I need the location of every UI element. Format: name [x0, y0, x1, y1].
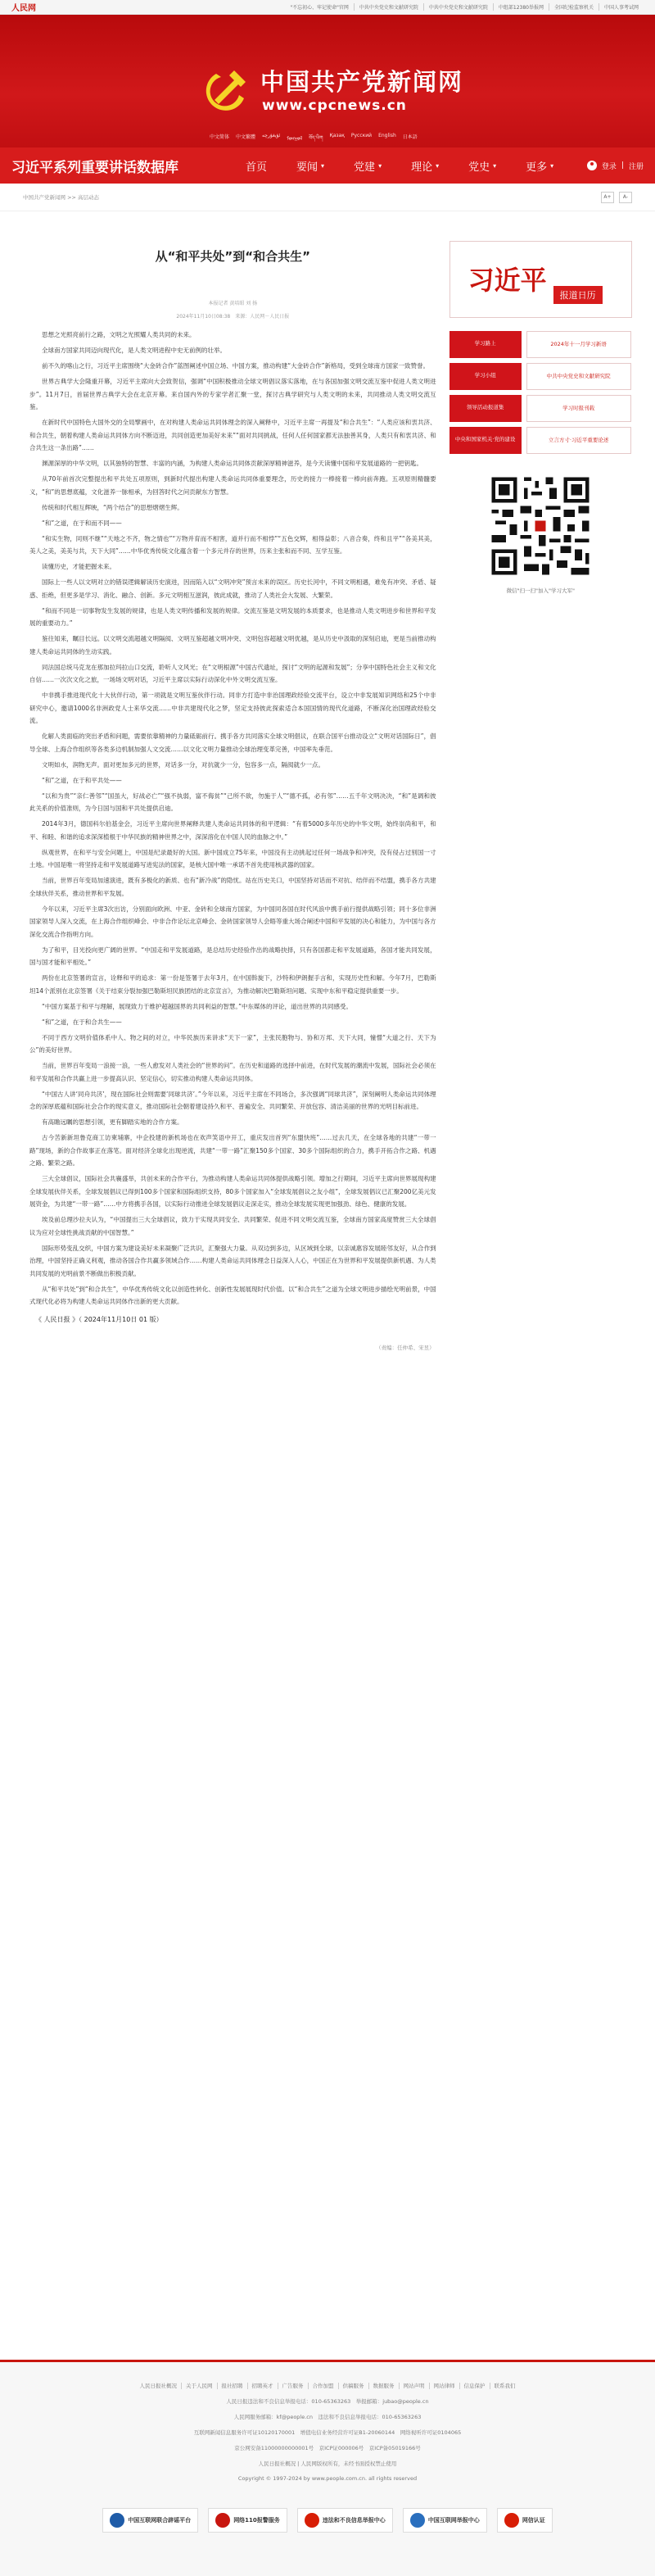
- sidebar: [449, 241, 632, 1351]
- language-links: [210, 133, 418, 147]
- party-emblem-icon: [203, 62, 252, 111]
- footer-line: Copyright © 1997-2024 by www.people.com.cn. all rights reserved: [237, 2475, 418, 2482]
- article-paragraph: 渊源深厚的中华文明，以其独特的智慧、丰富的内涵，为构建人类命运共同体贡献深厚精神滋养，是今天读懂中国和平发展道路的一把钥匙。: [42, 460, 422, 467]
- sidebar-link[interactable]: 学习时报刊载: [526, 395, 631, 422]
- font-size-tools: [601, 192, 632, 203]
- footer-links: [0, 2382, 655, 2389]
- top-link[interactable]: 中共中央党史和文献研究院: [354, 3, 423, 11]
- footer-link[interactable]: 供稿服务: [338, 2383, 368, 2389]
- article-paragraph: 读懂历史，才能把握未来。: [42, 563, 115, 570]
- database-brand[interactable]: 习近平系列重要讲话数据库: [11, 159, 178, 176]
- badge-logo-icon: [215, 2513, 230, 2528]
- footer-link[interactable]: 信息保护: [459, 2383, 490, 2389]
- article-paragraph: 纵观世界，在和平与安全问题上，中国是纪录最好的大国。新中国成立75年来，中国没有主动挑起过任何一场战争和冲突，没有侵占过别国一寸土地。中国是唯一将坚持走和平发展道路写进宪法的国家，是核大国中唯一承诺不首先使用核武器的国家。: [29, 848, 436, 868]
- lang-link[interactable]: བོད་ཡིག: [309, 135, 323, 141]
- report-calendar-tag: 报道日历: [553, 286, 603, 304]
- qr-caption: 微信"扫一扫"加入"学习大军": [506, 587, 576, 594]
- article-paragraph: “中国古人讲‘同舟共济’，现在国际社会则需要‘同球共济’。”今年以来，习近平主席在不同场合，多次强调“同球共济”，深刻阐明人类命运共同体理念的深厚底蕴和国际社会合作的现实意义，推动国际社会朝着建设持久和平、普遍安全、共同繁荣、开放包容、清洁美丽的世界的光明目标前进。: [29, 1090, 436, 1110]
- footer-line: 京公网安备11000000000001号 京ICP证000006号 京ICP备05019166号: [234, 2445, 421, 2451]
- badge-label: 网信认证: [522, 2517, 545, 2524]
- lang-link[interactable]: 中文繁體: [236, 134, 256, 140]
- footer-link[interactable]: 报社招聘: [217, 2383, 247, 2389]
- site-title: 中国共产党新闻网: [260, 68, 464, 96]
- content-layout: [0, 211, 655, 1351]
- nav-item-theory[interactable]: [396, 147, 454, 184]
- lang-link[interactable]: 日本語: [402, 134, 418, 140]
- footer-badge[interactable]: [208, 2508, 287, 2533]
- article-paragraph: “和”之道，在于和合共生——: [42, 1018, 122, 1026]
- article-paragraph: 为了和平，目光投向更广阔的世界。“中国走和平发展道路，是总结历史经验作出的战略抉择，只有各国都走和平发展道路，各国才能共同发展，国与国才能和平相处。”: [29, 946, 436, 966]
- top-link[interactable]: 全国纪检监察机关: [549, 3, 599, 11]
- top-link[interactable]: 中共中央党史和文献研究院: [423, 3, 493, 11]
- sidebar-link[interactable]: 学习路上: [449, 331, 522, 358]
- breadcrumb-row: [0, 184, 655, 211]
- footer-badge[interactable]: [497, 2508, 553, 2533]
- footer-link[interactable]: 关于人民网: [181, 2383, 217, 2389]
- footer-line: 互联网新闻信息服务许可证10120170001 增值电信业务经营许可证B1-20060144 网络视听许可证0104065: [193, 2429, 462, 2436]
- footer-badge[interactable]: [403, 2508, 487, 2533]
- article-paragraph: 中非携手推进现代化十大伙伴行动，第一项就是文明互鉴伙伴行动。同非方打造中非治国理政经验交流平台，设立中非发展知识网络和25个中非研究中心，邀请1000名非洲政党人士来华交流……中非共建现代化之梦，坚定支持彼此探索适合本国国情的现代化道路，不断深化治国理政经验交流。: [29, 692, 436, 724]
- article-paragraph: 传统和时代相互辉映，“两个结合”的思想熠熠生辉。: [42, 503, 183, 511]
- article-paragraph: “中国方案基于和平与理解，展现致力于维护超越国界的共同利益的智慧。”中东媒体的评论，道出世界的共同感受。: [42, 1002, 353, 1010]
- article-paragraph: 世界古典学大会隆重开幕，习近平主席向大会致贺信，强调“中国积极推动全球文明倡议落实落地，在与各国加强文明交流互鉴中促进人类文明进步”。11月7日，首届世界古典学大会在北京开幕。来自国内外的专家学者汇聚一堂，探讨古典学研究与人类文明的未来，共同推动人类文明交流互鉴。: [29, 378, 436, 410]
- lang-link[interactable]: ᠮᠣᠩᠭᠣᠯ: [287, 136, 303, 142]
- lang-link[interactable]: 中文简体: [210, 134, 230, 140]
- article-paragraph: 不同于西方文明价值体系中人、物之间的对立，中华民族历来讲求“天下一家”，主张民胞物与、协和万邦、天下大同，憧憬“大道之行、天下为公”的美好世界。: [29, 1033, 436, 1054]
- lang-link[interactable]: English: [378, 133, 396, 138]
- nav-label: 更多: [526, 161, 548, 174]
- nav-item-home[interactable]: [231, 147, 282, 184]
- sidebar-link[interactable]: 领导活动报道集: [449, 395, 522, 422]
- badge-logo-icon: [410, 2513, 425, 2528]
- top-link[interactable]: 中国人事考试网: [599, 3, 644, 11]
- font-increase-button[interactable]: A+: [601, 192, 614, 203]
- badge-label: 违法和不良信息举报中心: [322, 2517, 386, 2524]
- footer: [0, 2360, 655, 2576]
- article-title: 从“和平共处”到“和合共生”: [155, 249, 311, 264]
- article-paragraph: “和”之道，在于和而不同——: [42, 519, 122, 527]
- main-nav: [0, 147, 655, 184]
- article-paragraph: 文明如水，润物无声。面对更加多元的世界，对话多一分，对抗就少一分，包容多一点，隔阂就少一点。: [42, 760, 324, 769]
- account-links: [587, 147, 644, 184]
- article-byline: 本报记者 黄培昭 刘 扬: [208, 301, 258, 306]
- article-paragraph: “和”之道，在于和平共处——: [42, 776, 122, 784]
- article-paragraph: 全球南方国家共同迈向现代化，是人类文明进程中史无前例的壮举。: [42, 347, 226, 354]
- article-paragraph: 古今苦新新坦鲁克商工访柬埔寨，中企投建的新机场也在欢声笑语中开工，重庆发出首列“东盟快班”……过去几天，在全球各地的共建“一带一路”现场，新的合作故事正在落笔。面对经济全球化出现逆流，共建“一带一路”汇聚150多个国家、30多个国际组织的合力，携手开拓合作之路、机遇之路、繁荣之路。: [29, 1134, 436, 1167]
- footer-link[interactable]: 合作加盟: [308, 2383, 338, 2389]
- chevron-down-icon: ▾: [378, 161, 382, 170]
- footer-link[interactable]: 招聘英才: [247, 2383, 278, 2389]
- article-paragraph: 在新时代中国特色大国外交的全局擘画中，在对构建人类命运共同体理念的深入阐释中，习近平主席一再提及“和合共生”：“人类应该和衷共济、和合共生，朝着构建人类命运共同体方向不断迈进，共同创造更加美好未来”“面对共同挑战，任何人任何国家都无法独善其身，人类只有和衷共济、和合共生这一条出路”……: [29, 419, 436, 451]
- lang-link[interactable]: Қазақ: [329, 133, 345, 138]
- site-banner: [0, 15, 655, 147]
- sidebar-link[interactable]: 学习小组: [449, 363, 522, 390]
- article-paragraph: 同法国总统马克龙在那加拉玛拉山口交流，聆听人文风光；在“文明根源”中国古代遗址，探讨“文明的起源和发展”；分享中国特色社会主义和文化自信……一次次文化之旅，一场场文明对话，习近平主席以实际行动深化中外文明交流互鉴。: [29, 663, 436, 683]
- footer-link[interactable]: 网站律师: [429, 2383, 459, 2389]
- article-paragraph: 国际上一些人以文明对立的错误逻辑解读历史演进，因而陷入以“文明冲突”预言未来的误区。历史长河中，不同文明相遇，难免有冲突、矛盾、疑惑、拒绝，但更多是学习、消化、融合、创新。多元文明相互滋润，彼此成就，推动了人类社会大发展、大繁荣。: [29, 578, 436, 599]
- nav-label: 党史: [468, 161, 490, 174]
- divider: |: [621, 161, 624, 170]
- article-paragraph: 有高瞻远瞩的思想引领，更有脚踏实地的合作方案。: [42, 1118, 183, 1126]
- top-link[interactable]: "不忘初心、牢记使命"官网: [290, 5, 349, 11]
- nav-menu: [231, 147, 568, 184]
- chevron-down-icon: ▾: [321, 161, 325, 170]
- footer-link[interactable]: 联系我们: [490, 2383, 520, 2389]
- nav-item-party[interactable]: [339, 147, 396, 184]
- footer-link[interactable]: 人民日报社概况: [139, 2383, 177, 2389]
- nav-label: 要闻: [296, 161, 318, 174]
- article-paragraph: 鉴往知来，瞩目长远。以文明交流超越文明隔阂、文明互鉴超越文明冲突、文明包容超越文明优越，是从历史中汲取的深刻启迪，更是当前推动构建人类命运共同体的生动实践。: [29, 635, 436, 655]
- calligraphy-title: 习近平: [468, 265, 547, 296]
- qr-section: [449, 474, 632, 594]
- footer-link[interactable]: 网站声明: [399, 2383, 429, 2389]
- wechat-qr-code-icon: [488, 474, 593, 578]
- chevron-down-icon: ▾: [550, 161, 554, 170]
- login-link[interactable]: 登录: [601, 162, 617, 171]
- article-paragraph: 从70年前首次完整提出和平共处五项原则，到新时代提出构建人类命运共同体重要理念，历史的接力一棒接着一棒向前奔跑。五项原则精髓要义，“和”的思想底蕴，文化滋养一脉相承，为回答时代之问贡献东方智慧。: [29, 475, 436, 496]
- sidebar-link[interactable]: 中共中央党史和文献研究院: [526, 363, 631, 390]
- article-paragraph: 从“和平共处”到“和合共生”，中华优秀传统文化以创造性转化、创新性发展展现时代价值。以“和合共生”之道为全球文明进步描绘光明前景，中国式现代化必将为构建人类命运共同体作出新的更大贡献。: [29, 1285, 436, 1305]
- article-paragraph: 当前，世界百年变局加速演进，既有多极化的新质、也有“新冷战”的隐忧。站在历史关口，中国坚持对话而不对抗、结伴而不结盟，携手各方共建全球伙伴关系，推动世界和平发展。: [29, 877, 436, 897]
- article-paragraph: 前不久的喀山之行，习近平主席围绕“大金砖合作”蓝图阐述中国立场、中国方案，推动构建“大金砖合作”新格局，受到全球南方国家一致赞誉。: [42, 362, 430, 370]
- footer-badge[interactable]: [102, 2508, 198, 2533]
- badge-label: 中国互联网联合辟谣平台: [128, 2517, 192, 2524]
- sidebar-link[interactable]: 立言方寸·习近平重要论述: [526, 427, 631, 454]
- nav-item-more[interactable]: [511, 147, 568, 184]
- footer-badges: [0, 2508, 655, 2533]
- article-paragraph: 今年以来，习近平主席3次出访，分别面向欧洲、中亚、金砖和全球南方国家，为中国同各国在时代风浪中携手前行提供战略引领；同十多位非洲国家领导人深入交流，在上海合作组织峰会、中非合作论坛北京峰会、金砖国家领导人会晤等重大场合阐述中国和平发展的决心和能力，为中国与各方深化交流合作指明方向。: [29, 905, 436, 938]
- article-paragraph: 当前，世界百年变局一浪接一浪，一些人愈发对人类社会的“世界的问”。在历史和道路的选择中前进，在时代发展的潮流中发展，国际社会必须在和平发展和合作共赢上进一步提高认识、坚定信心，切实推动构建人类命运共同体。: [29, 1062, 436, 1082]
- nav-label: 党建: [354, 161, 376, 174]
- badge-logo-icon: [504, 2513, 519, 2528]
- top-utility-bar: [0, 0, 655, 15]
- top-links: [285, 3, 644, 11]
- article-body: [23, 329, 443, 1308]
- nav-item-history[interactable]: [454, 147, 511, 184]
- footer-badge[interactable]: [297, 2508, 393, 2533]
- article-editor: （责编：任仲希、宋昱）: [376, 1344, 435, 1351]
- article-paragraph: “以和为贵”“亲仁善邻”“国虽大，好战必亡”“强不执弱，富不侮贫”“己所不欲，勿施于人”“德不孤，必有邻”……五千年文明决决，“和”是调和彼此关系的价值准则，为今日国与国和平共处提供启迪。: [29, 791, 436, 812]
- footer-line: 人民日报违法和不良信息举报电话：010-65363263 举报邮箱：jubao@people.cn: [226, 2398, 429, 2405]
- footer-lines: [0, 2397, 655, 2482]
- breadcrumb[interactable]: 中国共产党新闻网 >> 高层动态: [23, 194, 100, 201]
- badge-label: 网络110报警服务: [233, 2517, 280, 2524]
- nav-label: 首页: [246, 161, 268, 174]
- register-link[interactable]: 注册: [628, 162, 644, 171]
- article-paragraph: 2014年3月，德国科尔伯基金会，习近平主席向世界阐释共建人类命运共同体的和平逻辑：“有着5000多年历史的中华文明，始终崇尚和平，和平、和睦、和谐的追求深深植根于中华民族的精神世界之中，深深溶化在中国人民的血脉之中。”: [29, 820, 436, 841]
- article-paragraph: 两份在北京签署的宣言，诠释和平的追求：第一份是签署于去年3月，在中国斡旋下，沙特和伊朗握手言和，实现历史性和解。今年7月，巴勒斯坦14个派别在北京签署《关于结束分裂加强巴勒斯坦民族团结的北京宣言》，为推动解决巴勒斯坦问题、实现中东和平稳定提供重要一步。: [29, 974, 436, 995]
- lang-link[interactable]: ئۇيغۇرچە: [262, 133, 281, 138]
- nav-label: 理论: [411, 161, 433, 174]
- top-link[interactable]: 中组部12380举报网: [493, 3, 549, 11]
- footer-link[interactable]: 数据服务: [368, 2383, 399, 2389]
- article-source: 《 人民日报 》（ 2024年11月10日 01 版）: [35, 1315, 163, 1323]
- badge-logo-icon: [305, 2513, 319, 2528]
- site-url: www.cpcnews.cn: [262, 98, 407, 114]
- article-paragraph: 思想之光照亮前行之路，文明之光照耀人类共同的未来。: [42, 331, 196, 338]
- article-paragraph: “和实生物，同则不继”“天地之不齐，物之情也”“万物并育而不相害，道并行而不相悖”“五色交辉，相得益彰；八音合奏，终和且平”“各美其美，美人之美，美美与共，天下大同”……中华优秀传统文化蕴含着一个多元并存的世界，历来主张和而不同、互学互鉴。: [29, 534, 436, 555]
- footer-link[interactable]: 广告服务: [278, 2383, 308, 2389]
- badge-logo-icon: [110, 2513, 124, 2528]
- chevron-down-icon: ▾: [493, 161, 497, 170]
- article-meta: 2024年11月10日08:38 来源：人民网－人民日报: [176, 314, 290, 320]
- article-paragraph: 三大全球倡议，国际社会共襄盛举，共创未来的合作平台，为推动构建人类命运共同体提供战略引领。增加之行期间，习近平主席向世界展现构建全球发展伙伴关系，全球发展倡议已得到100多个国家和国际组织支持，80多个国家加入“全球发展倡议之友小组”，全球发展倡议已汇聚200亿美元发展资金，为共建“一带一路”……中方将携手各国，以实际行动推进全球发展倡议走深走实，推动全球发展实现更加强劲、绿色、健康的发展。: [29, 1175, 436, 1208]
- report-calendar-banner[interactable]: [449, 241, 632, 318]
- user-icon: [587, 161, 597, 170]
- people-logo[interactable]: 人民网: [11, 4, 36, 13]
- sidebar-link[interactable]: 中央和国家机关·党的建设: [449, 427, 522, 454]
- chevron-down-icon: ▾: [436, 161, 440, 170]
- font-decrease-button[interactable]: A-: [619, 192, 632, 203]
- article-paragraph: “和而不同是一切事物发生发展的规律，也是人类文明传播和发展的规律。交流互鉴是文明发展的本质要求，也是推动人类文明进步和世界和平发展的重要动力。”: [29, 606, 436, 627]
- lang-link[interactable]: Русский: [350, 133, 373, 138]
- nav-item-news[interactable]: [282, 147, 339, 184]
- footer-line: 人民日报社概况 | 人民网版权所有，未经书面授权禁止使用: [258, 2460, 397, 2467]
- badge-label: 中国互联网举报中心: [427, 2517, 480, 2524]
- article-paragraph: 化解人类面临的突出矛盾和问题，需要依靠精神的力量砥砺前行。携手各方共同落实全球文明倡议，在联合国平台推动设立“文明对话国际日”，倡导全球、上海合作组织等各类多边机制加强人文交流……以文化文明力量推动全球治理变革完善，中国率先垂范。: [29, 732, 436, 753]
- footer-line: 人民网服务邮箱：kf@people.cn 违法和不良信息举报电话：010-65363263: [233, 2414, 422, 2420]
- article: [23, 211, 448, 1351]
- sidebar-links: [449, 331, 632, 454]
- article-paragraph: 国际形势变乱交织，中国方案为建设美好未来凝聚广泛共识，汇聚强大力量。从双边到多边，从区域到全球，以亲诚惠容发展睦邻友好，从合作到治理，中国坚持正确义利观，推动各国合作共赢多领域合作……构建人类命运共同体理念日益深入人心，中国正在为世界和平发展提供新机遇、为人类共同发展的光明前景不断做出积极贡献。: [29, 1244, 436, 1277]
- article-paragraph: 埃及前总理沙拉夫认为，“中国提出三大全球倡议，致力于实现共同安全、共同繁荣、促进不同文明交流互鉴，全球南方国家高度赞赏三大全球倡议为应对全球性挑战贡献的中国智慧。”: [29, 1216, 436, 1236]
- sidebar-link[interactable]: 2024年十一月学习新语: [526, 331, 631, 358]
